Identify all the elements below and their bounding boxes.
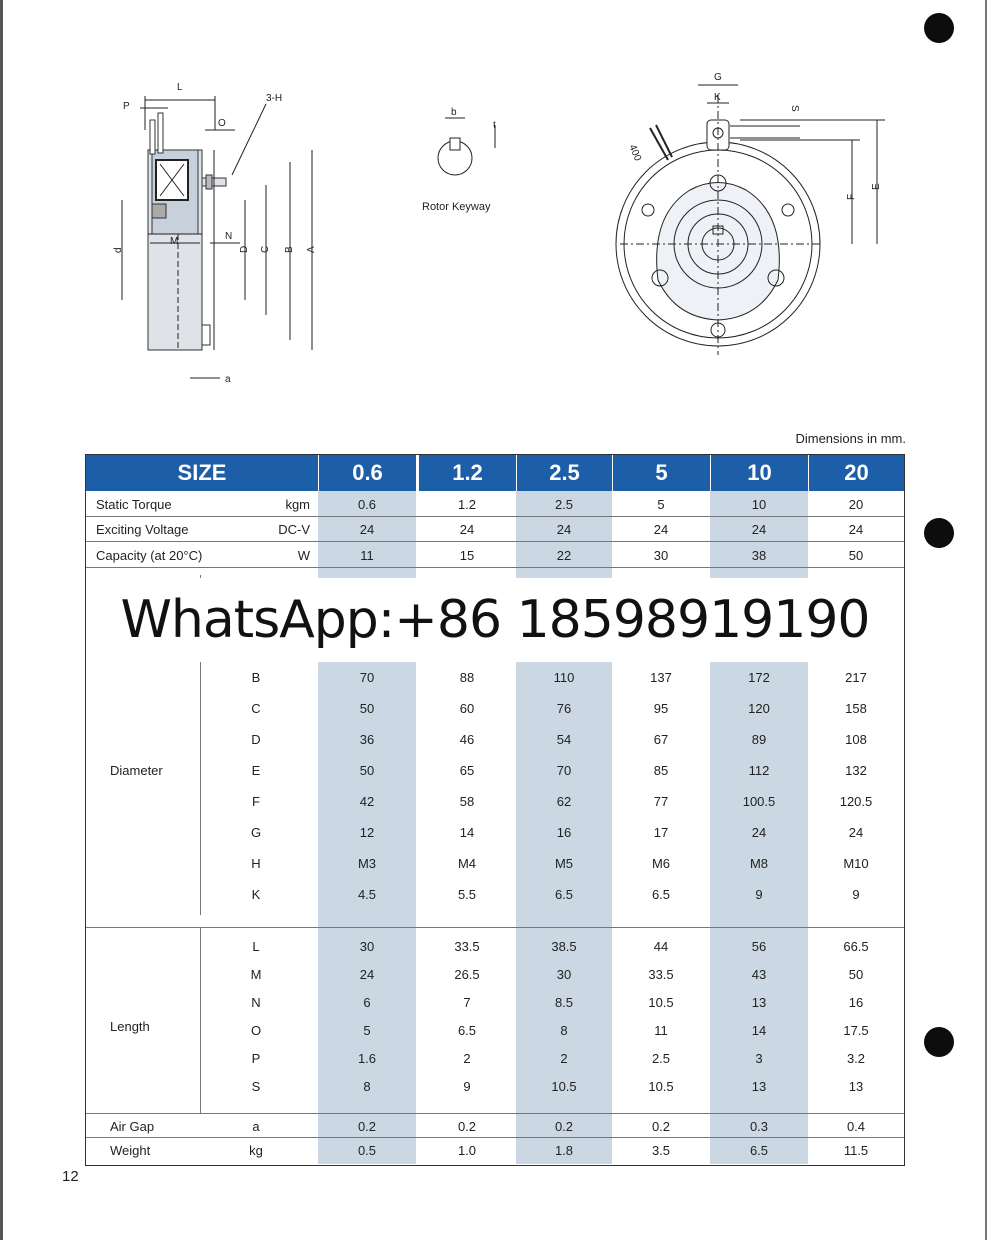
table-cell: 0.2: [357, 1118, 377, 1134]
table-cell: 70: [359, 669, 375, 685]
table-cell: 22: [556, 547, 572, 563]
table-cell: 15: [459, 547, 475, 563]
table-cell: 172: [748, 669, 770, 685]
table-cell: 54: [556, 731, 572, 747]
table-cell: 1.2: [457, 496, 477, 512]
table-cell: 13: [751, 994, 767, 1010]
svg-text:3-H: 3-H: [266, 93, 283, 104]
table-cell: 95: [653, 700, 669, 716]
table-cell: 3.2: [846, 1050, 866, 1066]
table-cell: 16: [848, 994, 864, 1010]
table-cell: 0.2: [554, 1118, 574, 1134]
table-cell: 26.5: [454, 966, 480, 982]
row-unit: W: [297, 547, 310, 563]
table-cell: 66.5: [843, 938, 869, 954]
table-cell: 4.5: [357, 886, 377, 902]
svg-text:O: O: [218, 118, 226, 129]
row-divider: [86, 927, 904, 928]
table-cell: 12: [359, 824, 375, 840]
svg-text:B: B: [284, 246, 295, 253]
table-cell: 24: [751, 521, 767, 537]
table-cell: 2.5: [554, 496, 574, 512]
table-cell: 14: [459, 824, 475, 840]
length-group-label: Length: [110, 1018, 150, 1034]
table-cell: 70: [556, 762, 572, 778]
table-cell: 1.6: [357, 1050, 377, 1066]
table-cell: 38: [751, 547, 767, 563]
svg-text:A: A: [306, 246, 317, 253]
dimension-key: G: [250, 824, 262, 840]
size-column-header: 20: [808, 455, 904, 491]
table-cell: 13: [751, 1078, 767, 1094]
diameter-group-label: Diameter: [110, 762, 163, 778]
table-cell: 24: [556, 521, 572, 537]
table-cell: M3: [357, 855, 377, 871]
table-cell: M8: [749, 855, 769, 871]
size-header: SIZE: [86, 455, 318, 491]
table-cell: 10.5: [551, 1078, 577, 1094]
dimension-key: L: [252, 938, 260, 954]
dimension-key: P: [251, 1050, 261, 1066]
table-cell: 76: [556, 700, 572, 716]
dimension-key: S: [251, 1078, 261, 1094]
table-cell: 0.5: [357, 1142, 377, 1158]
table-cell: 50: [359, 762, 375, 778]
dimension-key: F: [252, 793, 260, 809]
table-cell: 50: [848, 966, 864, 982]
table-cell: 65: [459, 762, 475, 778]
binder-hole: [924, 518, 954, 548]
table-cell: 9: [755, 886, 763, 902]
dimension-key: B: [251, 669, 261, 685]
page-number: 12: [62, 1168, 79, 1185]
table-cell: 67: [653, 731, 669, 747]
dimension-key: H: [251, 855, 261, 871]
row-unit: kgm: [285, 496, 310, 512]
table-cell: 24: [751, 824, 767, 840]
watermark-banner: [85, 578, 905, 662]
size-column-header: 10: [710, 455, 808, 491]
table-cell: 6.5: [457, 1022, 477, 1038]
table-cell: 20: [848, 496, 864, 512]
table-cell: 77: [653, 793, 669, 809]
row-label: Capacity (at 20°C): [96, 547, 203, 563]
table-cell: 88: [459, 669, 475, 685]
svg-text:F: F: [846, 193, 857, 200]
table-cell: 60: [459, 700, 475, 716]
table-cell: 43: [751, 966, 767, 982]
table-cell: 11: [654, 1022, 668, 1038]
svg-text:b: b: [451, 107, 457, 118]
table-cell: 1.8: [554, 1142, 574, 1158]
table-cell: 112: [748, 762, 770, 778]
table-cell: 10.5: [648, 1078, 674, 1094]
table-cell: 110: [553, 669, 575, 685]
svg-text:S: S: [789, 105, 800, 112]
svg-text:G: G: [714, 72, 722, 83]
table-cell: 9: [463, 1078, 471, 1094]
table-cell: 17.5: [843, 1022, 869, 1038]
table-cell: 108: [845, 731, 867, 747]
technical-drawings: [0, 0, 990, 430]
table-cell: 24: [653, 521, 669, 537]
table-cell: 16: [556, 824, 572, 840]
table-cell: 50: [848, 547, 864, 563]
table-cell: 217: [845, 669, 867, 685]
table-cell: 137: [650, 669, 672, 685]
table-cell: 2: [560, 1050, 568, 1066]
table-cell: 3.5: [651, 1142, 671, 1158]
table-cell: 11.5: [843, 1142, 869, 1158]
table-cell: M4: [457, 855, 477, 871]
svg-text:Rotor Keyway: Rotor Keyway: [422, 201, 491, 213]
dimension-key: D: [251, 731, 261, 747]
table-cell: 14: [751, 1022, 767, 1038]
rotor-keyway-drawing: [422, 107, 496, 213]
table-cell: 11: [360, 547, 374, 563]
table-cell: M5: [554, 855, 574, 871]
table-cell: 56: [751, 938, 767, 954]
row-unit: a: [252, 1118, 260, 1134]
svg-text:D: D: [239, 245, 250, 253]
table-cell: 50: [359, 700, 375, 716]
table-cell: 89: [751, 731, 767, 747]
svg-text:P: P: [123, 101, 130, 112]
binder-hole: [924, 1027, 954, 1057]
table-cell: 5: [363, 1022, 371, 1038]
svg-text:M: M: [170, 236, 179, 247]
dimension-key: O: [250, 1022, 262, 1038]
table-cell: M6: [651, 855, 671, 871]
row-unit: kg: [249, 1142, 263, 1158]
table-cell: 5: [657, 496, 665, 512]
table-cell: 5.5: [457, 886, 477, 902]
table-cell: 24: [359, 521, 375, 537]
row-label: Weight: [110, 1142, 151, 1158]
table-cell: 33.5: [648, 966, 674, 982]
table-cell: 158: [845, 700, 867, 716]
row-label: Static Torque: [96, 496, 172, 512]
table-cell: M10: [843, 855, 869, 871]
table-cell: 6.5: [749, 1142, 769, 1158]
table-cell: 38.5: [551, 938, 577, 954]
svg-text:d: d: [113, 247, 124, 253]
table-cell: 7: [463, 994, 471, 1010]
row-label: Air Gap: [110, 1118, 155, 1134]
table-cell: 46: [459, 731, 475, 747]
table-cell: 62: [556, 793, 572, 809]
table-cell: 0.2: [651, 1118, 671, 1134]
row-unit: DC-V: [278, 521, 310, 537]
dimension-key: M: [250, 966, 262, 982]
table-cell: 85: [653, 762, 669, 778]
table-cell: 0.3: [749, 1118, 769, 1134]
table-cell: 0.2: [457, 1118, 477, 1134]
row-divider: [86, 567, 904, 568]
dimension-key: E: [251, 762, 261, 778]
specification-table: [85, 454, 905, 1166]
dimensions-note: Dimensions in mm.: [795, 431, 906, 446]
svg-text:E: E: [871, 183, 882, 190]
svg-text:K: K: [714, 92, 721, 103]
table-cell: 9: [852, 886, 860, 902]
table-cell: 0.6: [357, 496, 377, 512]
table-cell: 10: [751, 496, 767, 512]
size-column-header: 0.6: [318, 455, 416, 491]
svg-text:C: C: [260, 245, 271, 253]
table-cell: 10.5: [648, 994, 674, 1010]
table-cell: 30: [556, 966, 572, 982]
table-cell: 24: [848, 521, 864, 537]
table-cell: 13: [848, 1078, 864, 1094]
table-cell: 44: [653, 938, 669, 954]
table-cell: 24: [459, 521, 475, 537]
table-cell: 2.5: [651, 1050, 671, 1066]
table-cell: 6.5: [554, 886, 574, 902]
group-divider: [200, 927, 201, 1113]
table-cell: 6.5: [651, 886, 671, 902]
size-column-header: 2.5: [516, 455, 612, 491]
size-column-header: 1.2: [418, 455, 516, 491]
table-cell: 17: [653, 824, 669, 840]
dimension-key: K: [251, 886, 261, 902]
svg-text:N: N: [225, 231, 233, 242]
table-cell: 3: [755, 1050, 763, 1066]
svg-text:L: L: [177, 82, 183, 93]
table-cell: 24: [848, 824, 864, 840]
table-cell: 42: [359, 793, 375, 809]
table-cell: 8: [363, 1078, 371, 1094]
dimension-key: C: [251, 700, 261, 716]
svg-text:t: t: [493, 120, 496, 131]
side-view-drawing: [113, 82, 317, 385]
table-cell: 33.5: [454, 938, 480, 954]
table-cell: 30: [359, 938, 375, 954]
table-cell: 24: [359, 966, 375, 982]
watermark-text: WhatsApp:+86 18598919190: [120, 590, 870, 650]
table-cell: 100.5: [742, 793, 776, 809]
svg-text:a: a: [225, 374, 231, 385]
table-cell: 0.4: [846, 1118, 866, 1134]
table-cell: 30: [653, 547, 669, 563]
front-view-drawing: [616, 72, 885, 355]
table-cell: 36: [359, 731, 375, 747]
table-cell: 6: [363, 994, 371, 1010]
table-cell: 8.5: [554, 994, 574, 1010]
table-cell: 8: [560, 1022, 568, 1038]
table-cell: 2: [463, 1050, 471, 1066]
table-cell: 120.5: [839, 793, 873, 809]
svg-text:400: 400: [626, 143, 643, 163]
dimension-key: N: [251, 994, 261, 1010]
table-cell: 1.0: [457, 1142, 477, 1158]
row-label: Exciting Voltage: [96, 521, 189, 537]
table-cell: 132: [845, 762, 867, 778]
table-cell: 58: [459, 793, 475, 809]
size-column-header: 5: [612, 455, 710, 491]
table-cell: 120: [748, 700, 770, 716]
